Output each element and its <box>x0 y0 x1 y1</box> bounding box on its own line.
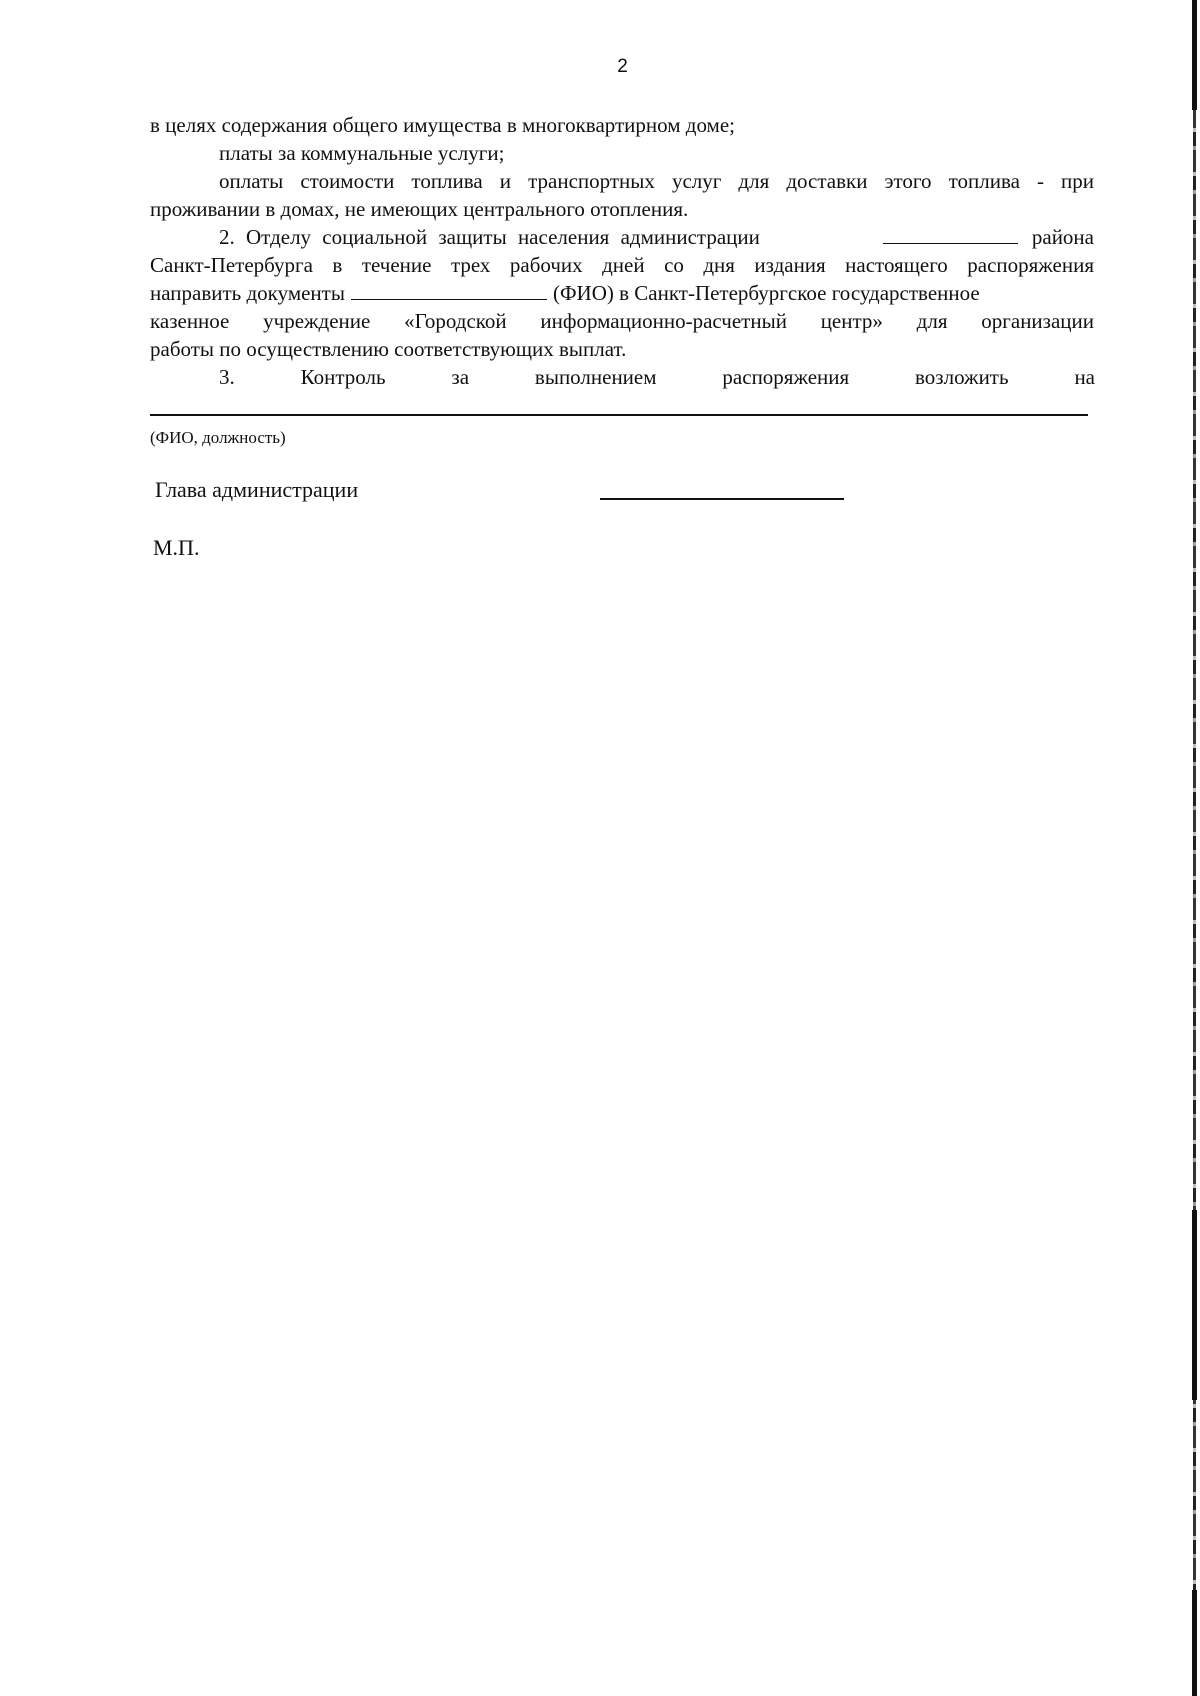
body-line-fuel-cost: оплаты стоимости топлива и транспортных услуг для доставки этого топлива - при <box>219 169 1094 193</box>
paragraph-3-line <box>219 363 1095 391</box>
seal-placeholder: М.П. <box>153 535 200 560</box>
paragraph-2-start: 2. Отделу социальной защиты населения администрации <box>219 225 760 249</box>
paragraph-2-line-3 <box>150 279 1094 307</box>
p3-word: за <box>451 365 470 389</box>
scan-edge-dark-segment <box>1192 0 1197 110</box>
scan-edge-dark-segment <box>1192 1590 1197 1696</box>
scan-edge-artifact <box>1193 0 1196 1696</box>
scan-edge-dark-segment <box>1192 1210 1197 1400</box>
p3-word: на <box>1074 365 1095 389</box>
p3-word: распоряжения <box>722 365 850 389</box>
paragraph-2-line-2: Санкт-Петербурга в течение трех рабочих дней со дня издания настоящего распоряжения <box>150 253 1094 277</box>
p3-word: Контроль <box>300 365 386 389</box>
body-line-utilities: платы за коммунальные услуги; <box>219 141 505 165</box>
district-word: района <box>1031 225 1094 249</box>
body-line-heating: проживании в домах, не имеющих центрального отопления. <box>150 197 689 221</box>
paragraph-2-line-4: казенное учреждение «Городской информационно-расчетный центр» для организации <box>150 309 1094 333</box>
paragraph-2-line-5: работы по осуществлению соответствующих выплат. <box>150 337 627 361</box>
body-line-common-property: в целях содержания общего имущества в многоквартирном доме; <box>150 113 736 137</box>
send-documents-text: направить документы <box>150 281 345 305</box>
p3-word: выполнением <box>534 365 657 389</box>
page-number: 2 <box>617 56 628 77</box>
fio-blank <box>351 281 547 300</box>
signature-line <box>600 498 844 500</box>
district-blank <box>883 225 1018 244</box>
institution-text: (ФИО) в Санкт-Петербургское государственное <box>552 281 980 305</box>
p3-word: 3. <box>219 365 235 389</box>
p3-word: возложить <box>915 365 1009 389</box>
paragraph-2-line-1 <box>219 223 1094 251</box>
fio-position-caption: (ФИО, должность) <box>150 428 286 447</box>
head-of-administration-label: Глава администрации <box>155 477 359 502</box>
responsible-person-line <box>150 414 1088 416</box>
